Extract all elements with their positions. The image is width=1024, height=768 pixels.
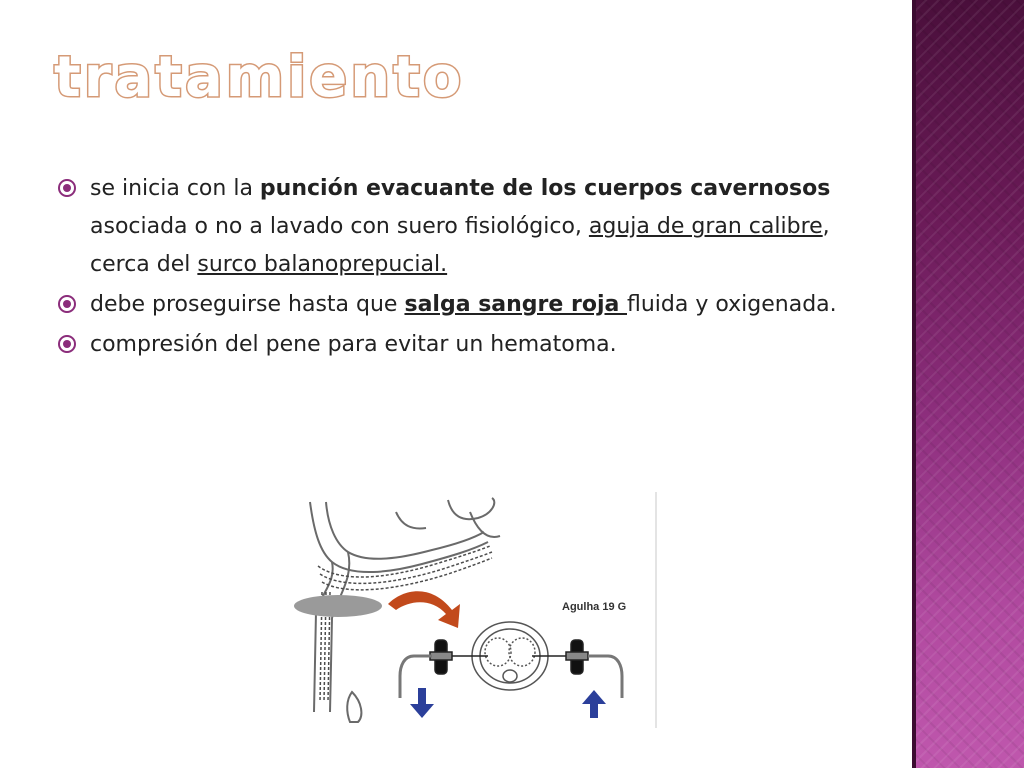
bullet-item <box>56 326 856 364</box>
glans-outline <box>347 692 361 722</box>
bullet-text: debe proseguirse hasta que <box>90 292 405 317</box>
down-arrow-icon <box>410 688 434 718</box>
bullet-list <box>56 170 856 366</box>
bullet-text-bold: punción evacuante de los cuerpos cavernosos <box>259 176 831 201</box>
bullet-text: compresión del pene para evitar un hematoma. <box>90 332 617 357</box>
slide-title: tratamiento <box>54 45 465 110</box>
decorative-side-band <box>912 0 1024 768</box>
bullet-item <box>56 286 856 324</box>
puncture-illustration <box>292 492 658 728</box>
bullet-text-bold-underline: salga sangre roja <box>404 292 627 317</box>
up-arrow-icon <box>582 690 606 718</box>
curved-arrow-icon <box>388 591 460 628</box>
circle-bullet-icon <box>58 335 76 353</box>
tubing <box>400 656 622 698</box>
compression-clamp-shape <box>294 595 382 617</box>
bullet-text-underline: surco balanoprepucial. <box>197 252 448 277</box>
circle-bullet-icon <box>58 179 76 197</box>
bullet-item <box>56 170 856 284</box>
circle-bullet-icon <box>58 295 76 313</box>
bullet-text: asociada o no a lavado con suero fisiológico, <box>90 214 589 239</box>
needle-label: Agulha 19 G <box>562 601 627 613</box>
bullet-text-underline: aguja de gran calibre <box>588 214 823 239</box>
bullet-text: fluida y oxigenada. <box>627 292 837 317</box>
bullet-text: se inicia con la <box>90 176 260 201</box>
bullet-text: , cerca del <box>90 214 830 277</box>
side-band-edge <box>912 0 916 768</box>
